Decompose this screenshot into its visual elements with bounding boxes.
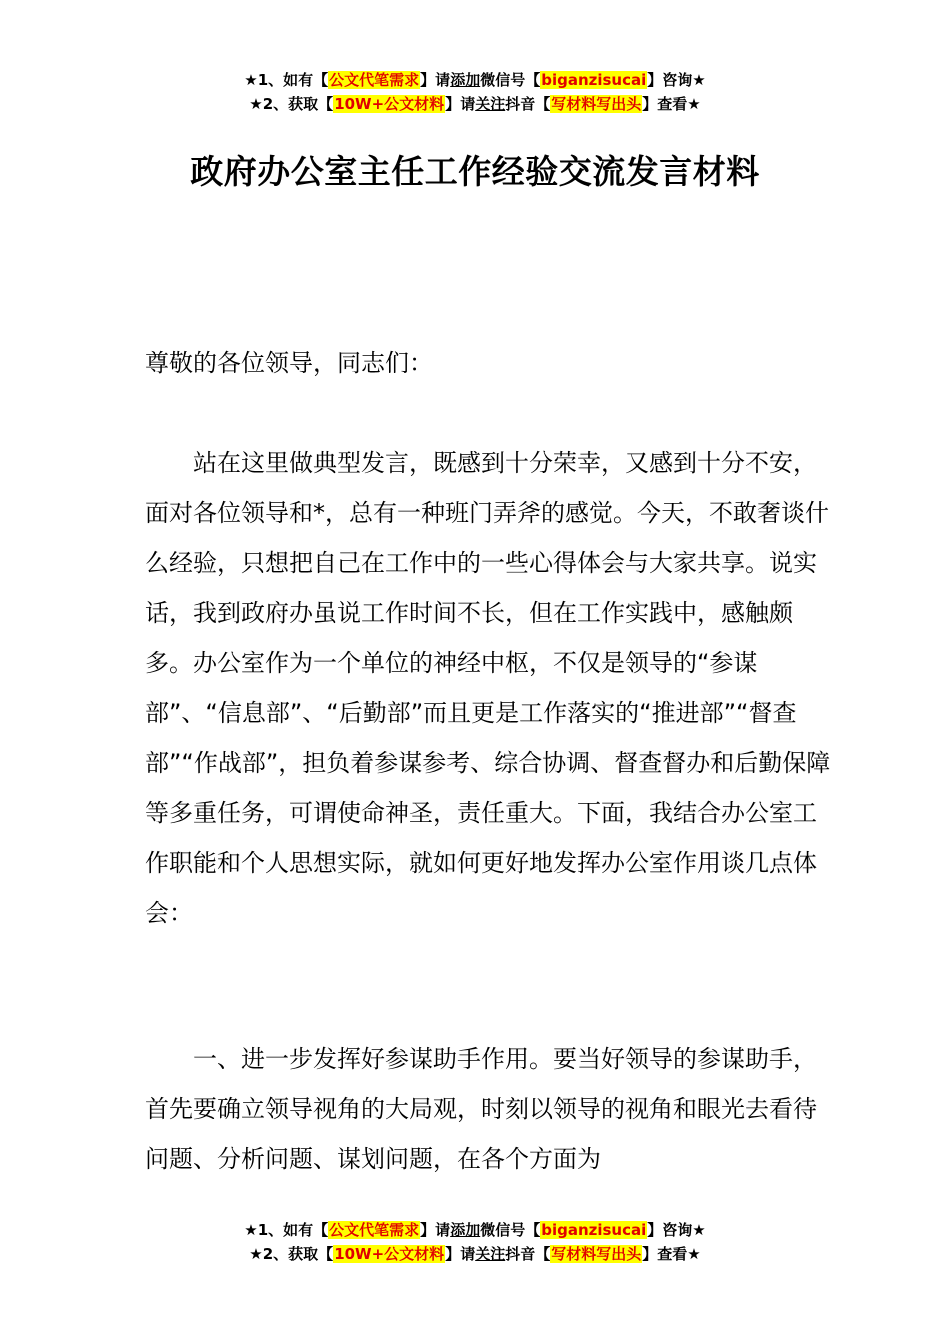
banner-highlight: 公文代笔需求 bbox=[329, 1221, 420, 1239]
banner-underline: 关注 bbox=[475, 1245, 506, 1263]
banner-text: 微信号【 bbox=[480, 1221, 541, 1239]
banner-text: ★1、如有【 bbox=[244, 1221, 329, 1239]
banner-line-2 bbox=[0, 1242, 950, 1266]
banner-highlight: 公文代笔需求 bbox=[329, 71, 420, 89]
banner-highlight: 10W+公文材料 bbox=[334, 1245, 445, 1263]
banner-text: 】请 bbox=[420, 1221, 451, 1239]
banner-underline: 关注 bbox=[475, 95, 506, 113]
header-banner bbox=[0, 68, 950, 116]
banner-underline: 添加 bbox=[450, 71, 481, 89]
banner-text: ★2、获取【 bbox=[249, 1245, 334, 1263]
salutation: 尊敬的各位领导，同志们： bbox=[145, 349, 433, 377]
banner-text: 】请 bbox=[445, 1245, 476, 1263]
banner-text: 微信号【 bbox=[480, 71, 541, 89]
body-paragraph-block-2 bbox=[145, 1034, 835, 1184]
banner-highlight: 写材料写出头 bbox=[551, 1245, 642, 1263]
body-paragraph: 一、进一步发挥好参谋助手作用。要当好领导的参谋助手，首先要确立领导视角的大局观，时刻以领导的视角和眼光去看待问题、分析问题、谋划问题，在各个方面为 bbox=[145, 1045, 817, 1173]
banner-highlight: biganzisucai bbox=[541, 71, 647, 89]
banner-highlight: biganzisucai bbox=[541, 1221, 647, 1239]
banner-underline: 添加 bbox=[450, 1221, 481, 1239]
salutation-block bbox=[145, 338, 835, 388]
banner-text: 】请 bbox=[445, 95, 476, 113]
banner-text: 抖音【 bbox=[505, 95, 551, 113]
banner-line-2 bbox=[0, 92, 950, 116]
banner-text: ★1、如有【 bbox=[244, 71, 329, 89]
document-title: 政府办公室主任工作经验交流发言材料 bbox=[190, 152, 760, 191]
footer-banner bbox=[0, 1218, 950, 1266]
banner-text: 】咨询★ bbox=[647, 1221, 706, 1239]
body-paragraph-block-1 bbox=[145, 438, 835, 938]
banner-line-1 bbox=[0, 68, 950, 92]
banner-text: 抖音【 bbox=[505, 1245, 551, 1263]
body-paragraph: 站在这里做典型发言，既感到十分荣幸，又感到十分不安，面对各位领导和*，总有一种班门弄斧的感觉。今天，不敢奢谈什么经验，只想把自己在工作中的一些心得体会与大家共享。说实话，我到政府办虽说工作时间不长，但在工作实践中，感触颇多。办公室作为一个单位的神经中枢，不仅是领导的“参谋部”、“信息部”、“后勤部”而且更是工作落实的“推进部”“督查部”“作战部”，担负着参谋参考、综合协调、督查督办和后勤保障等多重任务，可谓使命神圣，责任重大。下面，我结合办公室工作职能和个人思想实际，就如何更好地发挥办公室作用谈几点体会： bbox=[145, 449, 831, 927]
banner-text: 】请 bbox=[420, 71, 451, 89]
banner-highlight: 10W+公文材料 bbox=[334, 95, 445, 113]
banner-text: 】查看★ bbox=[642, 1245, 701, 1263]
banner-text: 】查看★ bbox=[642, 95, 701, 113]
banner-text: ★2、获取【 bbox=[249, 95, 334, 113]
banner-highlight: 写材料写出头 bbox=[551, 95, 642, 113]
banner-line-1 bbox=[0, 1218, 950, 1242]
banner-text: 】咨询★ bbox=[647, 71, 706, 89]
